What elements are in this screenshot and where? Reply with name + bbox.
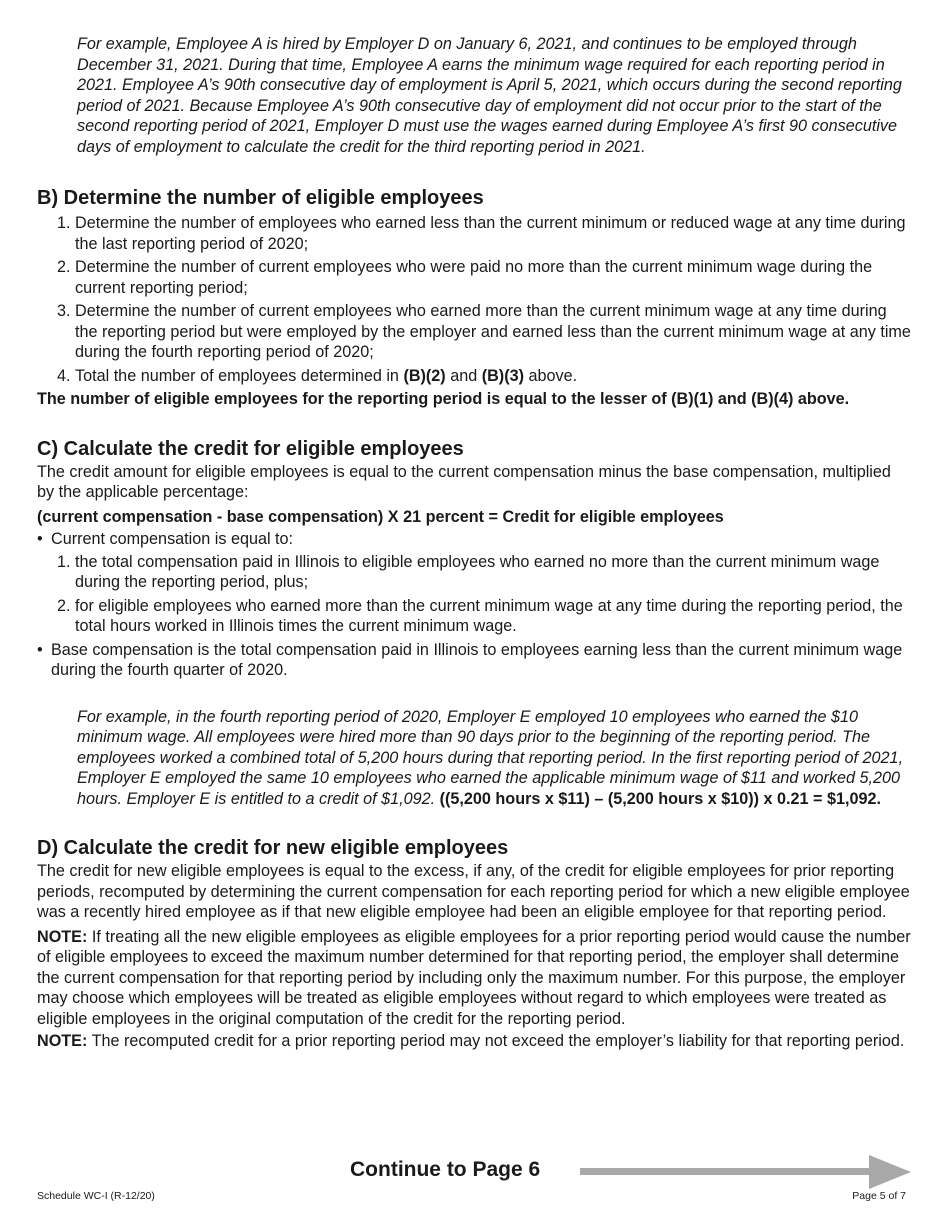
section-d-intro: The credit for new eligible employees is equal to the excess, if any, of the credit for eligible employees for prior reporting periods, recomputed by determining the current compensation for each reporting period for which a new eligible employee was a recently hired employee as if that new eligible employee had been an eligible employee for that reporting period. [37,862,910,921]
example-employer-e: For example, in the fourth reporting period of 2020, Employer E employed 10 employees who earned the $10 minimum wage. All employees were hired more than 90 days prior to the beginning of the reporting period. The employees worked a combined total of 5,200 hours during that reporting period. In the first reporting period of 2021, Employer E employed the same 10 employees who earned the applicable minimum wage of $11 and worked 5,200 hours. Employer E is entitled to a credit of $1,092. ((5,200 hours x $11) – (5,200 hours x $10)) x 0.21 = $1,092. [77,707,904,808]
list-item: 1. the total compensation paid in Illinois to eligible employees who earned no more than the current minimum wage during the reporting period, plus; [57,552,880,591]
list-item: • Current compensation is equal to: 1. the total compensation paid in Illinois to eligible employees who earned no more than the current minimum wage during the reporting period, plus; 2. for eligible employees who earned more than the current minimum wage at any time during the reporting period, the total hours worked in Illinois times the current minimum wage. [37,529,912,637]
list-item: 4. Total the number of employees determined in (B)(2) and (B)(3) above. [57,366,578,385]
list-item: 3. Determine the number of current employees who earned more than the current minimum wage at any time during the reporting period but were employed by the employer and earned less than the current minimum wage at any time during the fourth reporting period of 2020; [57,302,911,361]
arrow-shaft [580,1168,872,1175]
list-item: 2. Determine the number of current employees who were paid no more than the current minimum wage during the current reporting period; [57,258,873,297]
section-d-heading: D) Calculate the credit for new eligible employees [37,837,509,859]
section-c-bullets [37,529,912,681]
section-b-list [37,213,912,386]
note-1: NOTE: If treating all the new eligible employees as eligible employees for a prior reporting period would cause the number of eligible employees to exceed the maximum number determined for that reporting period, the employer shall determine the current compensation for that reporting period by including only the maximum number. For this purpose, the employer may choose which employees will be treated as eligible employees without regard to which employees were treated as eligible employees in the original computation of the credit for the reporting period. [37,927,911,1028]
bullet-icon: • [37,530,43,548]
right-arrow-icon [580,1155,912,1189]
list-item: • Base compensation is the total compensation paid in Illinois to employees earning less than the current minimum wage during the fourth quarter of 2020. [37,640,903,679]
current-compensation-list [37,552,912,637]
list-item: 1. Determine the number of employees who earned less than the current minimum or reduced wage at any time during the last reporting period of 2020; [57,214,906,253]
example-employee-a: For example, Employee A is hired by Employer D on January 6, 2021, and continues to be employed through December 31, 2021. During that time, Employee A earns the minimum wage required for each reporting period in 2021. Employee A’s 90th consecutive day of employment is April 5, 2021, which occurs during the second reporting period of 2021. Because Employee A’s 90th consecutive day of employment did not occur prior to the start of the second reporting period of 2021, Employer D must use the wages earned during Employee A’s first 90 consecutive days of employment to calculate the credit for the third reporting period in 2021. [77,35,902,156]
arrow-head [869,1155,911,1189]
section-b-heading: B) Determine the number of eligible employees [37,187,484,209]
continue-link[interactable]: Continue to Page 6 [350,1158,541,1181]
credit-formula: (current compensation - base compensation) X 21 percent = Credit for eligible employees [37,507,724,526]
section-c-heading: C) Calculate the credit for eligible employees [37,437,464,460]
page-number: Page 5 of 7 [852,1190,906,1202]
section-c-intro: The credit amount for eligible employees is equal to the current compensation minus the base compensation, multiplied by the applicable percentage: [37,462,891,501]
list-item: 2. for eligible employees who earned more than the current minimum wage at any time during the reporting period, the total hours worked in Illinois times the current minimum wage. [57,596,903,635]
section-b-conclusion: The number of eligible employees for the reporting period is equal to the lesser of (B)(1) and (B)(4) above. [37,390,850,408]
bullet-icon: • [37,640,43,659]
form-id: Schedule WC-I (R-12/20) [37,1190,155,1202]
note-2: NOTE: The recomputed credit for a prior reporting period may not exceed the employer’s liability for that reporting period. [37,1032,905,1050]
page-content [37,34,912,1052]
